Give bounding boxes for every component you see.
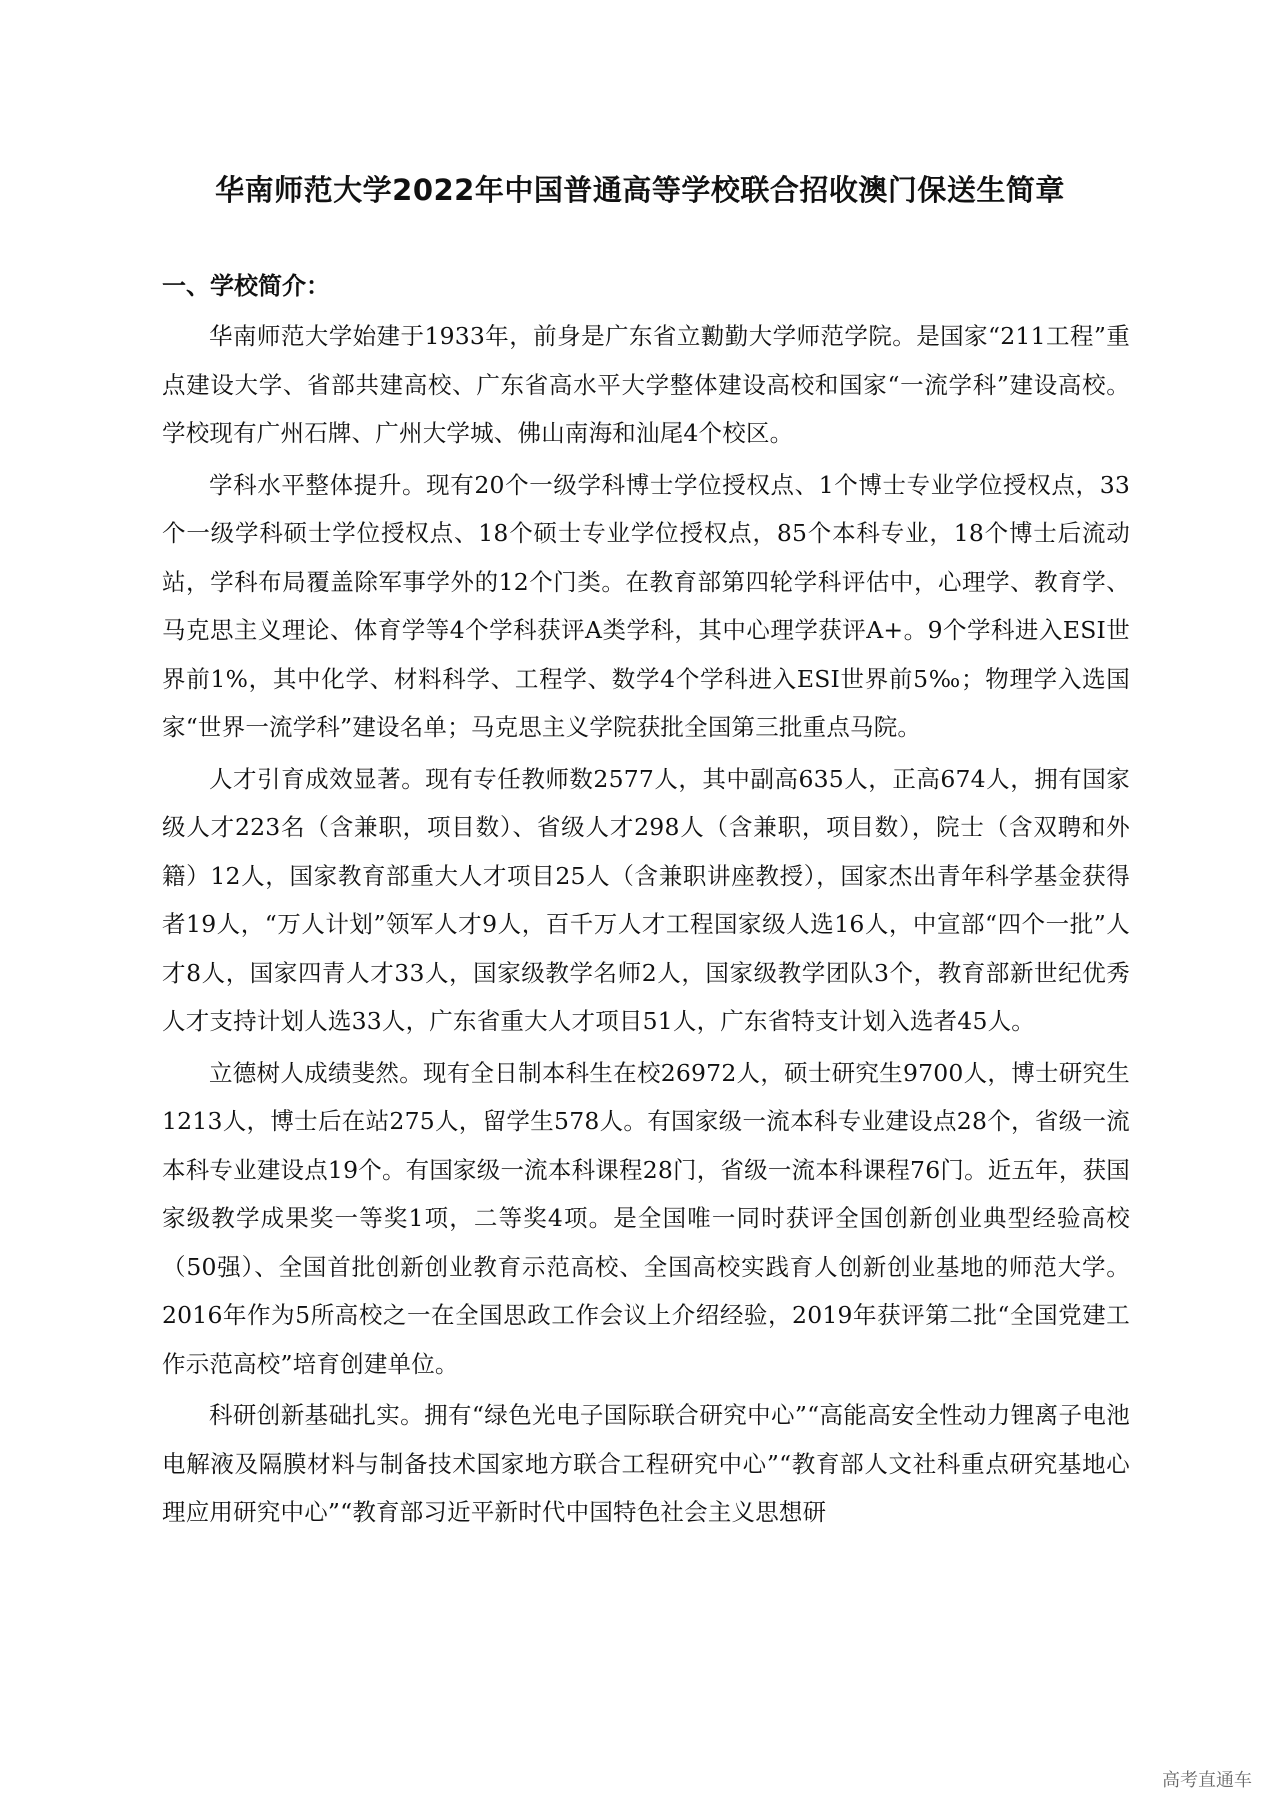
paragraph-disciplines: 学科水平整体提升。现有20个一级学科博士学位授权点、1个博士专业学位授权点，33个一级学科硕士学位授权点、18个硕士专业学位授权点，85个本科专业，18个博士后流动站，学科布局覆盖除军事学外的12个门类。在教育部第四轮学科评估中，心理学、教育学、马克思主义理论、体育学等4个学科获评A类学科，其中心理学获评A+。9个学科进入ESI世界前1%，其中化学、材料科学、工程学、数学4个学科进入ESI世界前5‰；物理学入选国家“世界一流学科”建设名单；马克思主义学院获批全国第三批重点马院。: [162, 470, 1130, 741]
paragraph-history: 华南师范大学始建于1933年，前身是广东省立勷勤大学师范学院。是国家“211工程”重点建设大学、省部共建高校、广东省高水平大学整体建设高校和国家“一流学科”建设高校。学校现有广州石牌、广州大学城、佛山南海和汕尾4个校区。: [162, 322, 1130, 447]
document-body: [162, 266, 1130, 1540]
section-heading: 一、学校简介：: [162, 272, 330, 300]
paragraph-research: 科研创新基础扎实。拥有“绿色光电子国际联合研究中心”“高能高安全性动力锂离子电池电解液及隔膜材料与制备技术国家地方联合工程研究中心”“教育部人文社科重点研究基地心理应用研究中心”“教育部习近平新时代中国特色社会主义思想研: [162, 1401, 1130, 1526]
watermark: 高考直通车: [1162, 1770, 1252, 1791]
paragraph-education: 立德树人成绩斐然。现有全日制本科生在校26972人，硕士研究生9700人，博士研究生1213人，博士后在站275人，留学生578人。有国家级一流本科专业建设点28个，省级一流本科专业建设点19个。有国家级一流本科课程28门，省级一流本科课程76门。近五年，获国家级教学成果奖一等奖1项，二等奖4项。是全国唯一同时获评全国创新创业典型经验高校（50强）、全国首批创新创业教育示范高校、全国高校实践育人创新创业基地的师范大学。2016年作为5所高校之一在全国思政工作会议上介绍经验，2019年获评第二批“全国党建工作示范高校”培育创建单位。: [162, 1058, 1130, 1378]
document-title: 华南师范大学2022年中国普通高等学校联合招收澳门保送生简章: [215, 173, 1065, 207]
paragraph-talent: 人才引育成效显著。现有专任教师数2577人，其中副高635人，正高674人，拥有国家级人才223名（含兼职，项目数）、省级人才298人（含兼职，项目数），院士（含双聘和外籍）12人，国家教育部重大人才项目25人（含兼职讲座教授），国家杰出青年科学基金获得者19人，“万人计划”领军人才9人，百千万人才工程国家级人选16人，中宣部“四个一批”人才8人，国家四青人才33人，国家级教学名师2人，国家级教学团队3个，教育部新世纪优秀人才支持计划人选33人，广东省重大人才项目51人，广东省特支计划入选者45人。: [162, 764, 1130, 1035]
